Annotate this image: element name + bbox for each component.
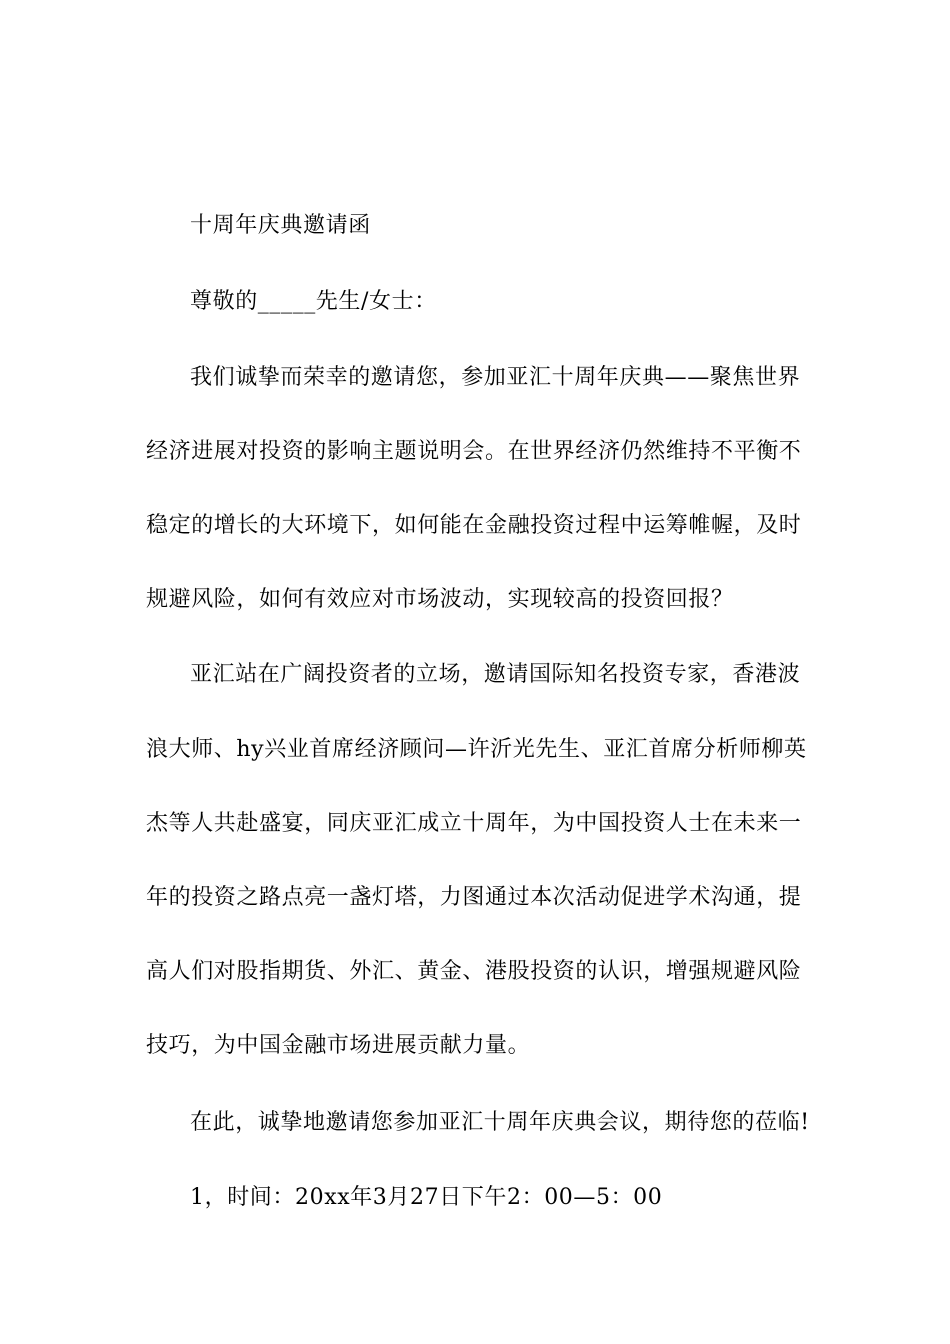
paragraph-line: 亚汇站在广阔投资者的立场，邀请国际知名投资专家，香港波 xyxy=(190,662,801,687)
paragraph-line: 技巧，为中国金融市场进展贡献力量。 xyxy=(146,1033,531,1058)
salutation: 尊敬的_____先生/女士： xyxy=(190,289,437,314)
paragraph-line: 在此，诚挚地邀请您参加亚汇十周年庆典会议，期待您的莅临! xyxy=(190,1110,810,1135)
paragraph-line: 规避风险，如何有效应对市场波动，实现较高的投资回报？ xyxy=(146,587,734,612)
paragraph-line: 浪大师、hy兴业首席经济顾问—许沂光先生、亚汇首席分析师柳英 xyxy=(146,737,807,762)
paragraph-line: 我们诚挚而荣幸的邀请您，参加亚汇十周年庆典——聚焦世界 xyxy=(190,365,801,390)
document-title: 十周年庆典邀请函 xyxy=(190,213,371,238)
time-item: 1，时间：20xx年3月27日下午2：00—5：00 xyxy=(190,1185,663,1210)
paragraph-line: 稳定的增长的大环境下，如何能在金融投资过程中运筹帷幄，及时 xyxy=(146,513,802,538)
paragraph-line: 杰等人共赴盛宴，同庆亚汇成立十周年，为中国投资人士在未来一 xyxy=(146,811,802,836)
paragraph-line: 年的投资之路点亮一盏灯塔，力图通过本次活动促进学术沟通，提 xyxy=(146,885,802,910)
paragraph-line: 高人们对股指期货、外汇、黄金、港股投资的认识，增强规避风险 xyxy=(146,959,802,984)
paragraph-line: 经济进展对投资的影响主题说明会。在世界经济仍然维持不平衡不 xyxy=(146,439,802,464)
